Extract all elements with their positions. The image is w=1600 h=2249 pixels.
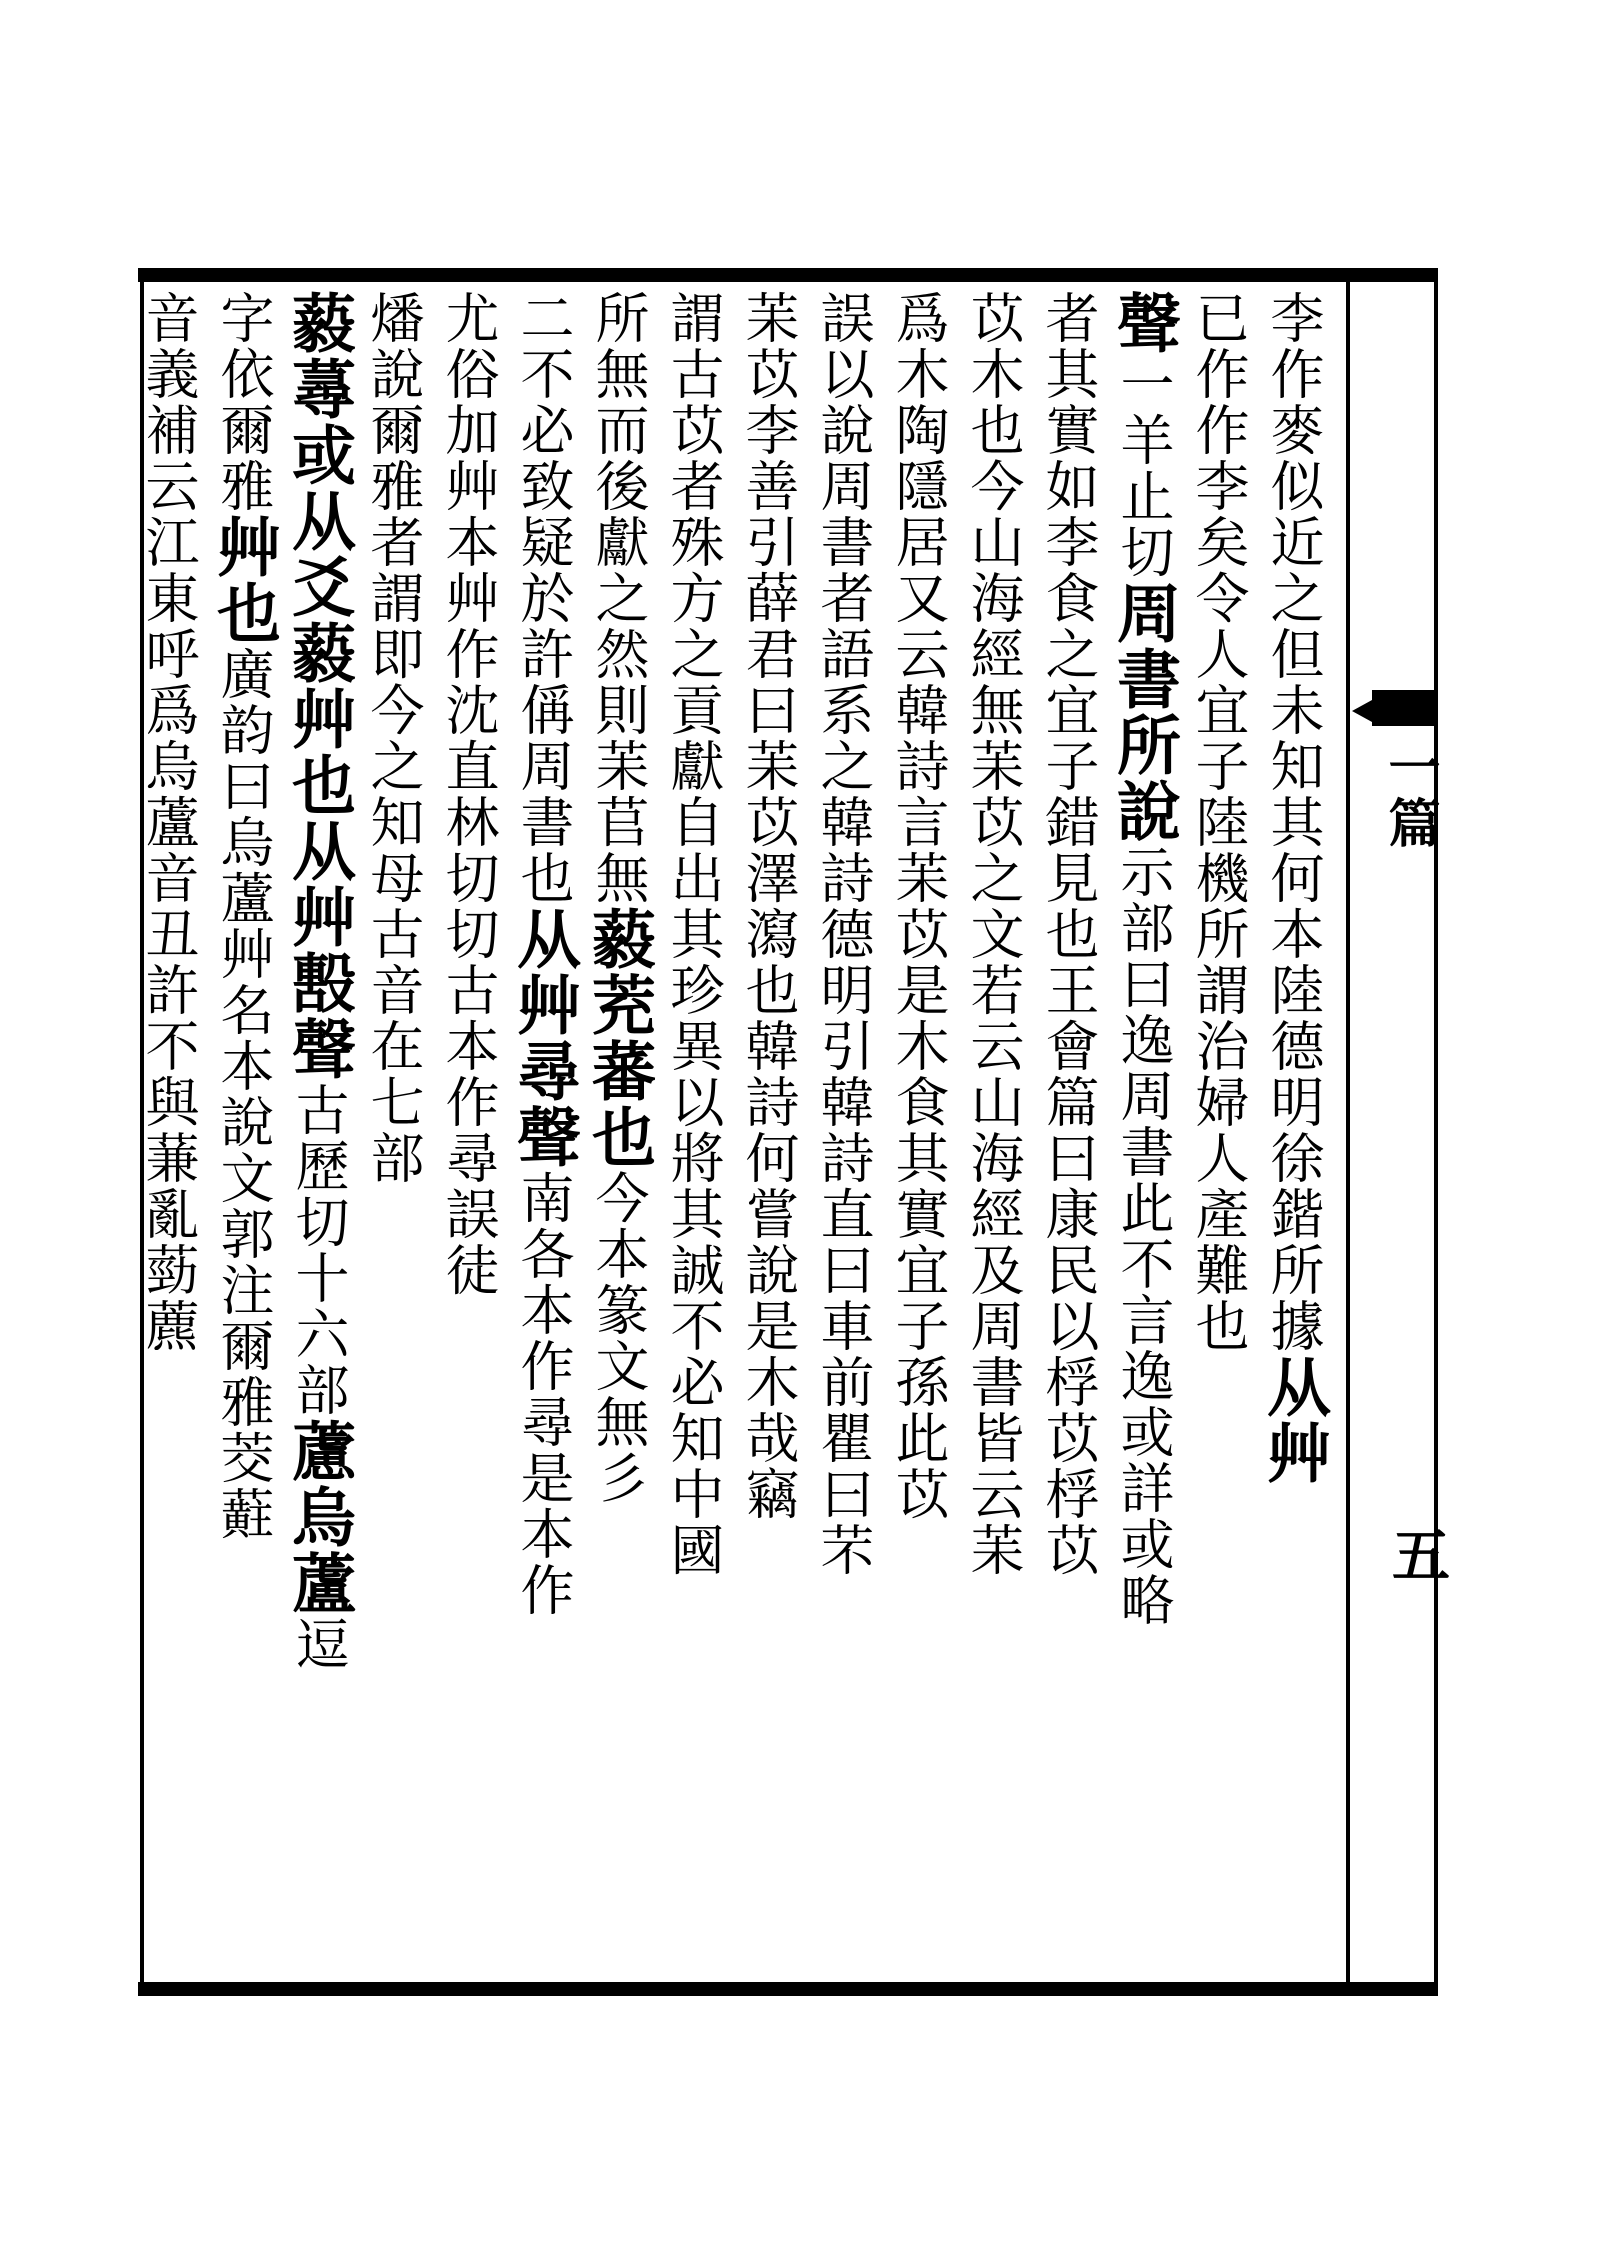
commentary: 燔說爾雅者謂即今之知母 <box>362 290 425 906</box>
text-column <box>500 290 586 1980</box>
commentary: 一羊止切 <box>1112 356 1175 580</box>
commentary: 者其實如李食之宜子錯見也王會篇曰康民以桴苡桴苡 <box>1037 290 1100 1578</box>
text-column <box>200 290 286 1980</box>
commentary: 尤俗加艸本艸作沈直林切 <box>437 290 500 906</box>
commentary: 音義補 <box>137 290 200 458</box>
commentary: 誤以說周書者語系之韓詩德明引韓詩直曰車前瞿曰芣 <box>812 290 875 1578</box>
commentary: 古歷切十六部 <box>287 1082 350 1418</box>
commentary: 南各本作尋是本作 <box>512 1170 575 1618</box>
frame-outer-right-rule <box>1434 282 1438 1982</box>
headword: 聲 <box>1106 290 1181 356</box>
text-column <box>650 290 736 1980</box>
headword: 藙 <box>581 906 656 972</box>
margin-section-title: 一篇 <box>1379 740 1440 852</box>
commentary: 云江東呼爲烏蘆音丑許不與蒹亂葝藨 <box>137 458 200 1354</box>
headword: 藘 <box>281 1418 356 1484</box>
text-column <box>425 290 511 1980</box>
commentary: 切古本作尋誤徒 <box>437 906 500 1298</box>
commentary: 所無而後獻之然則苿苢無 <box>587 290 650 906</box>
frame-top-border <box>138 268 1438 282</box>
commentary: 逗 <box>287 1616 350 1672</box>
headword: 烏蘆 <box>281 1484 356 1616</box>
commentary: 古音在七部 <box>362 906 425 1186</box>
commentary: 示部曰逸周書此不言逸或詳或略 <box>1112 844 1175 1628</box>
commentary: 二不必致疑於許偁周書也 <box>512 290 575 906</box>
commentary: 爲木陶隱居又云韓詩言苿苡是木食其實宜子孫此苡 <box>887 290 950 1522</box>
text-column <box>1100 290 1186 1980</box>
headword: 从艸尋聲 <box>506 906 581 1170</box>
commentary: 謂古苡者殊方之貢獻自出其珍異以將其誠不必知中國 <box>662 290 725 1578</box>
headword: 艸也从艸毄聲 <box>281 686 356 1082</box>
headword: 藙 <box>281 290 356 356</box>
headword: 藙 <box>281 620 356 686</box>
headword: 茺蕃也 <box>581 972 656 1170</box>
margin-page-number: 五 <box>1382 1525 1450 1583</box>
fishtail-mark <box>1372 690 1434 726</box>
text-column <box>575 290 661 1980</box>
commentary: 李作麥似近之但未知其何本陸德明徐鍇所據 <box>1262 290 1325 1354</box>
headword: 艸也 <box>206 514 281 646</box>
commentary: 今本篆文無彡 <box>587 1170 650 1506</box>
text-column <box>275 290 361 1980</box>
headword: 从艸 <box>1256 1354 1331 1486</box>
text-column <box>800 290 886 1980</box>
text-column <box>125 290 211 1980</box>
commentary: 苡木也今山海經無苿苡之文若云山海經及周書皆云苿 <box>962 290 1025 1578</box>
commentary: 廣韵曰烏蘆艸名本說文郭注爾雅茭蘣 <box>212 646 275 1542</box>
text-column <box>350 290 436 1980</box>
text-column <box>950 290 1036 1980</box>
fishtail-mark-tip <box>1352 700 1372 722</box>
commentary: 字依爾雅 <box>212 290 275 514</box>
text-column <box>875 290 961 1980</box>
text-column <box>1175 290 1261 1980</box>
frame-bottom-border <box>138 1982 1438 1996</box>
text-column <box>1025 290 1111 1980</box>
text-column <box>1250 290 1336 1980</box>
headword: 周書所說 <box>1106 580 1181 844</box>
commentary: 苿苡李善引薛君曰苿苡澤瀉也韓詩何嘗說是木哉竊 <box>737 290 800 1522</box>
text-column <box>725 290 811 1980</box>
headword: 蕁或从爻 <box>281 356 356 620</box>
frame-inner-right-rule <box>1346 282 1350 1982</box>
commentary: 已作作李矣令人宜子陸機所謂治婦人產難也 <box>1187 290 1250 1354</box>
